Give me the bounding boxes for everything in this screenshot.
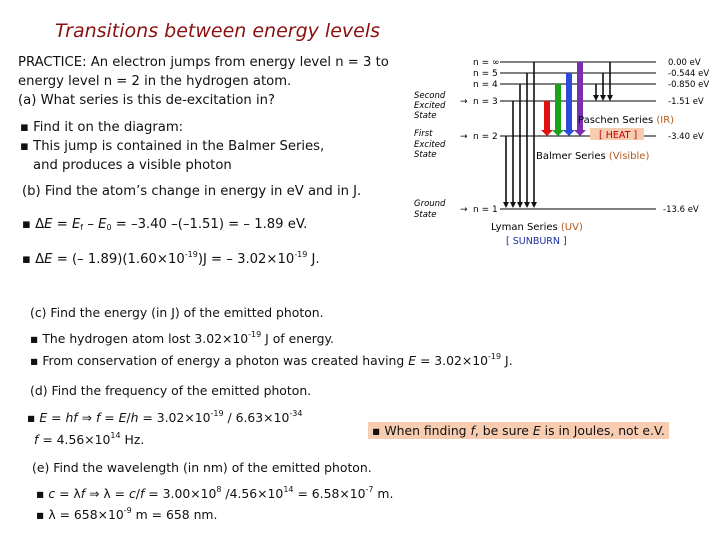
part-e-question: (e) Find the wavelength (in nm) of the emitted photon. [32,460,372,475]
first-excited-label-3: State [414,150,437,160]
balmer-green-arrow-head [552,130,564,136]
arrow-label-2: → [460,132,468,142]
intro-line-2: energy level n = 2 in the hydrogen atom. [18,74,292,89]
level-label-3: n = 3 [473,97,498,107]
ground-state-label-1: Ground [414,199,446,209]
joules-note: ▪ When finding f, be sure E is in Joules, not e.V. [368,422,669,439]
energy-label-3: -1.51 eV [668,97,704,107]
level-label-4: n = 4 [473,80,498,90]
energy-label-2: -3.40 eV [668,132,704,142]
second-excited-label-1: Second [414,91,446,101]
level-label-1: n = 1 [473,205,498,215]
part-a-bullet-2: ▪ This jump is contained in the Balmer Series, [20,139,325,154]
level-label-2: n = 2 [473,132,498,142]
first-excited-label-2: Excited [414,140,446,150]
energy-label-5: -0.544 eV [668,69,710,79]
balmer-series-label: Balmer Series (Visible) [536,151,650,162]
paschen-series-arrows [596,62,610,97]
part-a-bullet-1-text: Find it on the diagram: [33,120,184,135]
energy-label-1: -13.6 eV [663,205,699,215]
arrow-label-1: → [460,205,468,215]
energy-label-4: -0.850 eV [668,80,710,90]
first-excited-label-1: First [414,129,433,139]
part-b-equation-2-text: ΔE = (– $1.89)(1.60\times 10^{-19})J$ = – $3.02\times 10^{-19}$ J. [35,250,320,267]
part-a-bullet-2b: and produces a visible photon [33,158,232,173]
balmer-red-arrow-head [541,130,553,136]
part-a-bullet-2-text: This jump is contained in the Balmer Series, [33,139,325,154]
arrow-label-3: → [460,97,468,107]
energy-label-inf: 0.00 eV [668,58,701,68]
energy-level-diagram [410,52,716,248]
part-d-question: (d) Find the frequency of the emitted photon. [30,383,312,398]
part-d-equation-2: $f = 4.56\times 10^{14}$ Hz. [34,431,145,447]
part-e-equation-1: ▪ c = λf ⇒ $\lambda = c/f = 3.00\times 10^8$ $/4.56\times 10^{14} = 6.58\times 10^{-7}$ m. [36,485,394,501]
part-c-bullet-2: ▪ From conservation of energy a photon was created having $E = 3.02\times 10^{-19}$ J. [30,352,513,368]
part-b-equation-2: ▪ ΔE = (– $1.89)(1.60\times 10^{-19})J$ = – $3.02\times 10^{-19}$ J. [22,250,320,267]
level-label-5: n = 5 [473,69,498,79]
intro-line-3: (a) What series is this de-excitation in? [18,93,275,108]
balmer-blue-arrow [566,73,572,132]
part-b-equation-1-text: $\Delta E = E_f - E_0 = -3.40$ –(–1.51) = – 1.89 eV. [35,217,308,232]
lyman-arrow-heads [503,202,537,208]
part-a-bullet-1: ▪ Find it on the diagram: [20,120,184,135]
second-excited-label-2: Excited [414,101,446,111]
intro-line-1: PRACTICE: An electron jumps from energy level n = 3 to [18,55,389,70]
balmer-blue-arrow-head [563,130,575,136]
balmer-violet-arrow-head [574,130,586,136]
ground-state-label-2: State [414,210,437,220]
balmer-green-arrow [555,84,561,132]
part-d-equation-1: ▪ E = hf ⇒ $f = E/h = 3.02\times 10^{-19} / 6.63\times 10^{-34}$ [27,409,303,425]
paschen-series-label: Paschen Series (IR) [578,115,675,126]
heat-label: [ HEAT ] [599,130,638,141]
part-c-question: (c) Find the energy (in J) of the emitted photon. [30,305,324,320]
part-e-equation-2: ▪ $\lambda = 658\times 10^{-9}$ m = 658 nm. [36,506,218,522]
lyman-series-arrows [506,62,534,205]
lyman-series-label: Lyman Series (UV) [491,222,583,233]
part-b-question: (b) Find the atom’s change in energy in eV and in J. [22,184,362,199]
second-excited-label-3: State [414,111,437,121]
balmer-red-arrow [544,101,550,132]
paschen-arrow-heads [593,95,613,101]
level-label-inf: n = ∞ [473,58,500,68]
part-b-equation-1: ▪ $\Delta E = E_f - E_0 = -3.40$ –(–1.51) = – 1.89 eV. [22,217,308,232]
page-title: Transitions between energy levels [55,20,380,42]
part-c-bullet-1: ▪ The hydrogen atom lost $3.02\times 10^{-19}$ J of energy. [30,330,334,346]
sunburn-label: [ SUNBURN ] [506,236,567,247]
